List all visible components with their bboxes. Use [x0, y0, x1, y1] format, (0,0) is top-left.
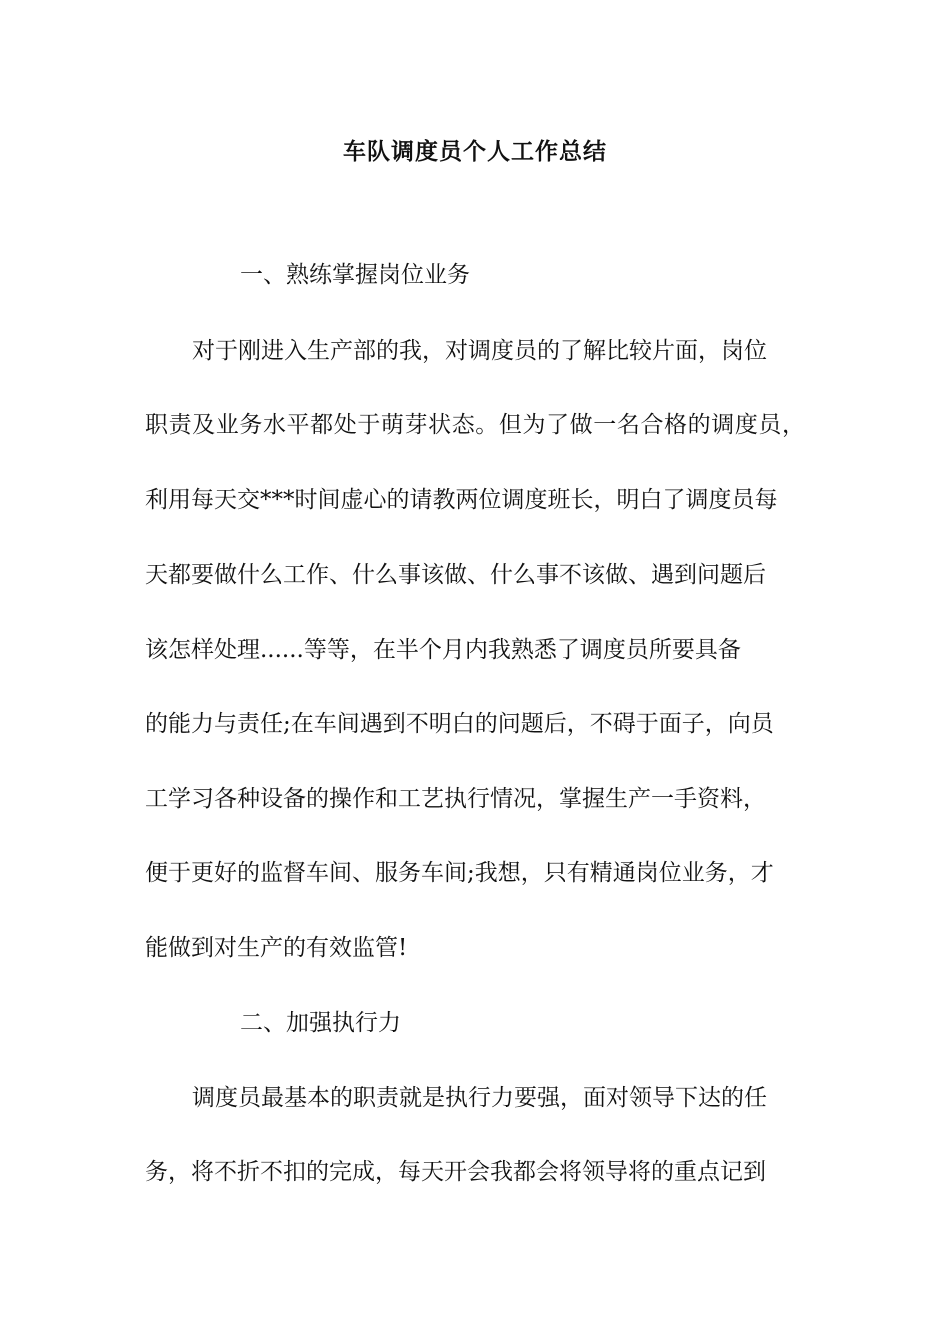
paragraph-line: 天都要做什么工作、什么事该做、什么事不该做、遇到问题后	[145, 562, 766, 588]
paragraph-line: 能做到对生产的有效监管!	[145, 935, 408, 961]
paragraph-line: 务，将不折不扣的完成，每天开会我都会将领导将的重点记到	[145, 1159, 766, 1185]
document-title: 车队调度员个人工作总结	[343, 138, 607, 165]
paragraph-line: 该怎样处理......等等，在半个月内我熟悉了调度员所要具备	[145, 637, 741, 663]
paragraph-line: 的能力与责任;在车间遇到不明白的问题后，不碍于面子，向员	[145, 711, 774, 737]
paragraph-line: 便于更好的监督车间、服务车间;我想，只有精通岗位业务，才	[145, 860, 774, 886]
paragraph-line: 对于刚进入生产部的我，对调度员的了解比较片面，岗位	[192, 338, 767, 364]
section-heading-1: 一、熟练掌握岗位业务	[240, 262, 470, 288]
paragraph-line: 工学习各种设备的操作和工艺执行情况，掌握生产一手资料，	[145, 786, 766, 812]
paragraph-line: 调度员最基本的职责就是执行力要强，面对领导下达的任	[192, 1085, 767, 1111]
paragraph-line: 利用每天交***时间虚心的请教两位调度班长，明白了调度员每	[145, 487, 778, 513]
paragraph-line: 职责及业务水平都处于萌芽状态。但为了做一名合格的调度员，	[145, 412, 805, 438]
section-heading-2: 二、加强执行力	[240, 1010, 401, 1036]
